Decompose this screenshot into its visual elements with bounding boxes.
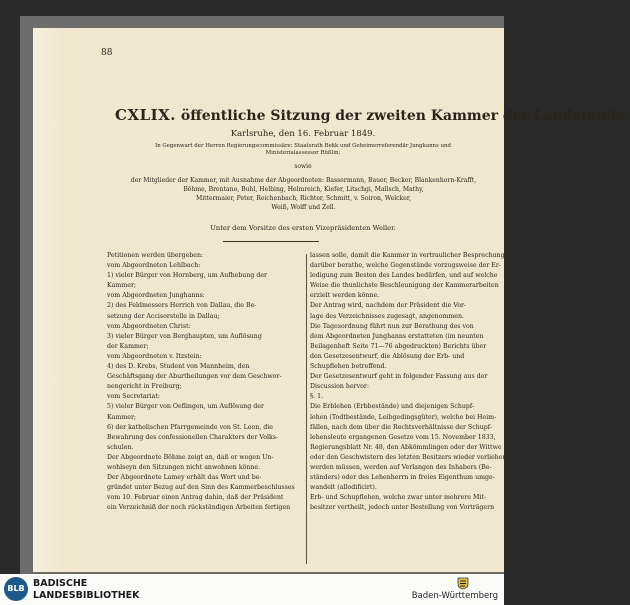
divider-rule (223, 241, 319, 242)
text-line: Die Erblehen (Erbbestände) und diejenigen Schupf- (310, 403, 475, 411)
text-line: wandelt (allodificirt). (310, 484, 377, 492)
text-line: ein Verzeichniß der noch rückständigen Arbeiten fertigen (107, 504, 291, 512)
text-line: Der Abgeordnete Lamey erhält das Wort und be- (107, 474, 262, 482)
text-line: gründet unter Bezug auf den Sinn des Kammerbeschlusses (107, 484, 295, 492)
text-line: den Gesetzesentwurf, die Ablösung der Erb- und (310, 352, 465, 360)
text-line: vom Secretariat: (107, 393, 160, 401)
presided-line: Unter dem Vorsitze des ersten Vizepräsidenten Weller. (210, 224, 396, 232)
text-line: lage des Verzeichnisses zugesagt, angenommen. (310, 312, 465, 320)
commissioners-line-2: Ministerialassessor Rüßlin; (265, 150, 341, 156)
text-line: fällen, nach dem über die Rechtsverhältnisse der Schupf- (310, 423, 492, 431)
blb-logo-icon[interactable]: BLB (4, 577, 28, 601)
text-line: ledigung zum Besten des Landes bedürfen, und auf welche (310, 272, 498, 280)
text-line: lehen (Todtbestände, Leibgedingsgüter), welche bei Heim- (310, 413, 497, 421)
commissioners (103, 143, 503, 157)
text-line: Regierungsblatt Nr. 48, den Abkömmlingen oder der Wittwe (310, 443, 502, 451)
text-line: Petitionen werden übergeben: (107, 252, 204, 259)
session-title (115, 106, 630, 124)
text-line: setzung der Accisorstelle in Dallau; (107, 312, 220, 320)
members-line: Böhme, Brentano, Buhl, Helbing, Helmreich, Kiefer, Litschgi, Mallsch, Mathy, (183, 186, 424, 193)
commissioners-line-1: In Gegenwart der Herren Regierungscommissäre: Staatsrath Bekk und Geheimerreferendär Jungkanns und (155, 143, 451, 149)
text-line: 6) der katholischen Pfarrgemeinde von St. Leon, die (107, 423, 273, 431)
text-line: besitzer vertheilt, jedoch unter Bestellung von Vorträgern (310, 504, 495, 512)
text-line: Die Tagesordnung führt nun zur Berathung des von (310, 322, 474, 330)
text-line: schulen. (107, 443, 134, 451)
members-line: der Mitglieder der Kammer, mit Ausnahme der Abgeordneten: Bassermann, Bauer, Becker, Blankenhorn-Krafft, (130, 177, 477, 184)
text-line: darüber berathe, welche Gegenstände vorzugsweise der Er- (310, 262, 501, 270)
document-page (33, 28, 630, 572)
library-name-line-2: LANDESBIBLIOTHEK (33, 590, 140, 601)
text-line: oder den Geschwistern des letzten Besitzers wieder verliehen (310, 453, 507, 461)
text-line: wohlseyn den Sitzungen nicht anwohnen könne. (107, 463, 261, 471)
text-line: 1) vieler Bürger von Hornberg, um Aufhebung der (107, 272, 268, 280)
dateline: Karlsruhe, den 16. Februar 1849. (230, 129, 376, 139)
text-line: §. 1. (310, 393, 324, 401)
text-line: Weise die thunlichste Beschleunigung der Kammerarbeiten (310, 282, 499, 290)
state-name[interactable]: Baden-Württemberg (411, 591, 498, 601)
text-line: dem Abgeordneten Junghanns erstatteten (im neunten (310, 332, 484, 340)
text-line: erzielt werden könne. (310, 292, 380, 300)
footer-bar (0, 574, 504, 605)
session-number: CXLIX. (115, 106, 177, 124)
text-line: Der Abgeordnete Böhme zeigt an, daß er wegen Un- (107, 453, 274, 461)
column-divider (306, 254, 307, 564)
text-line: ständers) oder des Lehenherrn in freies Eigenthum umge- (310, 474, 495, 482)
text-line: lehensleute ergangenen Gesetze vom 15. November 1833, (310, 433, 496, 441)
text-line: der Kammer; (107, 342, 149, 350)
text-line: Kammer; (107, 413, 137, 421)
members-line: Mittermaier, Peter, Reichenbach, Richter, Schmitt, v. Soiron, Welcker, (195, 195, 412, 202)
text-line: 2) des Feldmessers Herrich von Dallau, die Be- (107, 302, 257, 310)
library-name[interactable] (33, 578, 140, 602)
text-line: lassen solle, damit die Kammer in vertraulicher Besprechung (310, 252, 505, 259)
members-list (107, 176, 500, 212)
text-line: nengericht in Freiburg; (107, 383, 182, 391)
text-line: vom Abgeordneten Junghanns: (107, 292, 205, 300)
coat-of-arms-icon (456, 576, 470, 590)
text-line: 5) vieler Bürger von Oeflingen, um Auflösung der (107, 403, 264, 411)
text-line: Beilagenheft Seite 71—76 abgedruckten) Berichts über (310, 342, 487, 350)
text-line: vom Abgeordneten Lehlbach: (107, 262, 201, 270)
text-line: Bewahrung des confessionellen Charakters der Volks- (107, 433, 279, 441)
page-gutter (33, 28, 69, 572)
text-line: Geschäftsgang der Aburtheilungen vor dem Geschwor- (107, 373, 282, 381)
text-line: Kammer; (107, 282, 137, 290)
text-line: Der Antrag wird, nachdem der Präsident die Vor- (310, 302, 467, 310)
members-line: Weiß, Wolff und Zell. (271, 204, 336, 211)
text-line: 4) des D. Krebs, Student von Mannheim, den (107, 363, 250, 371)
session-title-text: öffentliche Sitzung der zweiten Kammer der Landstände. (180, 108, 630, 124)
text-line: werden müssen, werden auf Verlangen des Inhabers (Be- (310, 463, 492, 471)
text-line: vom 10. Februar einen Antrag dahin, daß der Präsident (107, 494, 284, 502)
text-line: Erb- und Schupflehen, welche zwar unter mehrere Mit- (310, 494, 486, 502)
text-line: 3) vieler Bürger von Berghaupten, um Auflösung (107, 332, 262, 340)
library-name-line-1: BADISCHE (33, 578, 88, 589)
page-number: 88 (101, 48, 113, 58)
sowie-text: sowie (294, 163, 312, 170)
right-column (310, 251, 506, 513)
text-line: Der Gesetzesentwurf geht in folgender Fassung aus der (310, 373, 488, 381)
text-line: Discussion hervor: (310, 383, 370, 391)
text-line: vom Abgeordneten v. Itzstein: (107, 352, 202, 360)
text-line: Schupflehen betreffend. (310, 363, 387, 371)
text-line: vom Abgeordneten Christ: (107, 322, 191, 330)
left-column (107, 251, 303, 513)
